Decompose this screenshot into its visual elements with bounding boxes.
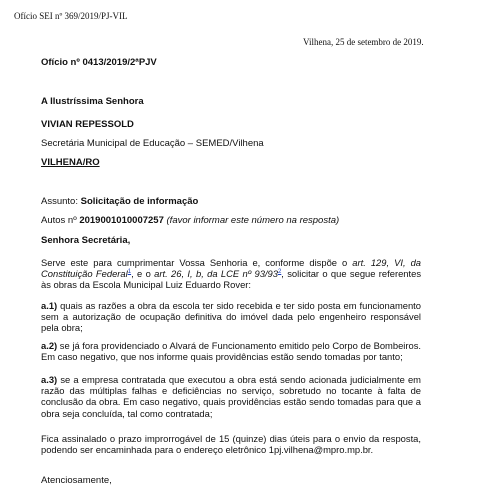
case-note: (favor informar este número na resposta) (166, 215, 340, 226)
item-text: se a empresa contratada que executou a obra está sendo acionada judicialmente em razão das múltiplas falhas e deficiências no serviço, sobretudo no tocante à falta de conclusão da obra. Em caso negativo, quais providências estão sendo tomadas para que a obra seja concluída, tal como contratada; (41, 374, 421, 419)
intro-citation-lce: art. 26, I, b, da LCE nº 93/93 (154, 268, 278, 280)
document-number: Ofício nº 0413/2019/2ªPJV (41, 57, 157, 68)
intro-text-3: , solicitar o que segue referentes às obras da Escola Municipal Luiz Eduardo Rover: (41, 268, 422, 291)
recipient-name: VIVIAN REPESSOLD (41, 119, 134, 130)
item-label: a.2) (41, 340, 58, 351)
intro-text-1: Serve este para cumprimentar Vossa Senhoria e, conforme dispõe o (41, 257, 353, 268)
greeting: Senhora Secretária, (41, 235, 131, 246)
signoff: Atenciosamente, (41, 475, 112, 486)
item-a1 (41, 300, 421, 334)
item-text: quais as razões a obra da escola ter sido recebida e ter sido posta em funcionamento sem a autorização de ocupação definitiva do imóvel dada pelo engenheiro responsável pela obra; (41, 300, 421, 334)
subject-label: Assunto: (41, 196, 78, 207)
item-text: se já fora providenciado o Alvará de Funcionamento emitido pelo Corpo de Bombeiros. Em caso negativo, que nos informe quais providências estão sendo tomadas por tanto; (41, 340, 421, 363)
footnote-link-1[interactable]: 1 (127, 269, 132, 276)
header-date: Vilhena, 25 de setembro de 2019. (303, 37, 424, 47)
case-label: Autos nº (41, 215, 77, 226)
item-a2 (41, 340, 421, 362)
recipient-city: VILHENA/RO (41, 157, 100, 168)
recipient-salutation: A Ilustríssima Senhora (41, 96, 144, 107)
item-label: a.3) (41, 374, 58, 385)
intro-citation-constitution: art. 129, VI, da Constituição Federal (41, 257, 421, 280)
item-label: a.1) (41, 300, 58, 311)
case-number: 2019001010007257 (79, 215, 164, 226)
intro-text-2: , e o (131, 268, 155, 280)
subject-line (41, 196, 198, 207)
recipient-office: Secretária Municipal de Educação – SEMED/Vilhena (41, 138, 264, 149)
intro-paragraph (41, 257, 421, 291)
case-line (41, 215, 339, 226)
item-a3 (41, 374, 421, 419)
closing-paragraph: Fica assinalado o prazo improrrogável de 15 (quinze) dias úteis para o envio da resposta, podendo ser encaminhada para o endereço eletrônico 1pj.vilhena@mpro.mp.br. (41, 433, 421, 456)
footnote-link-2[interactable]: 2 (277, 269, 282, 276)
header-reference: Ofício SEI nº 369/2019/PJ-VIL (14, 11, 128, 21)
subject-value: Solicitação de informação (80, 196, 199, 207)
